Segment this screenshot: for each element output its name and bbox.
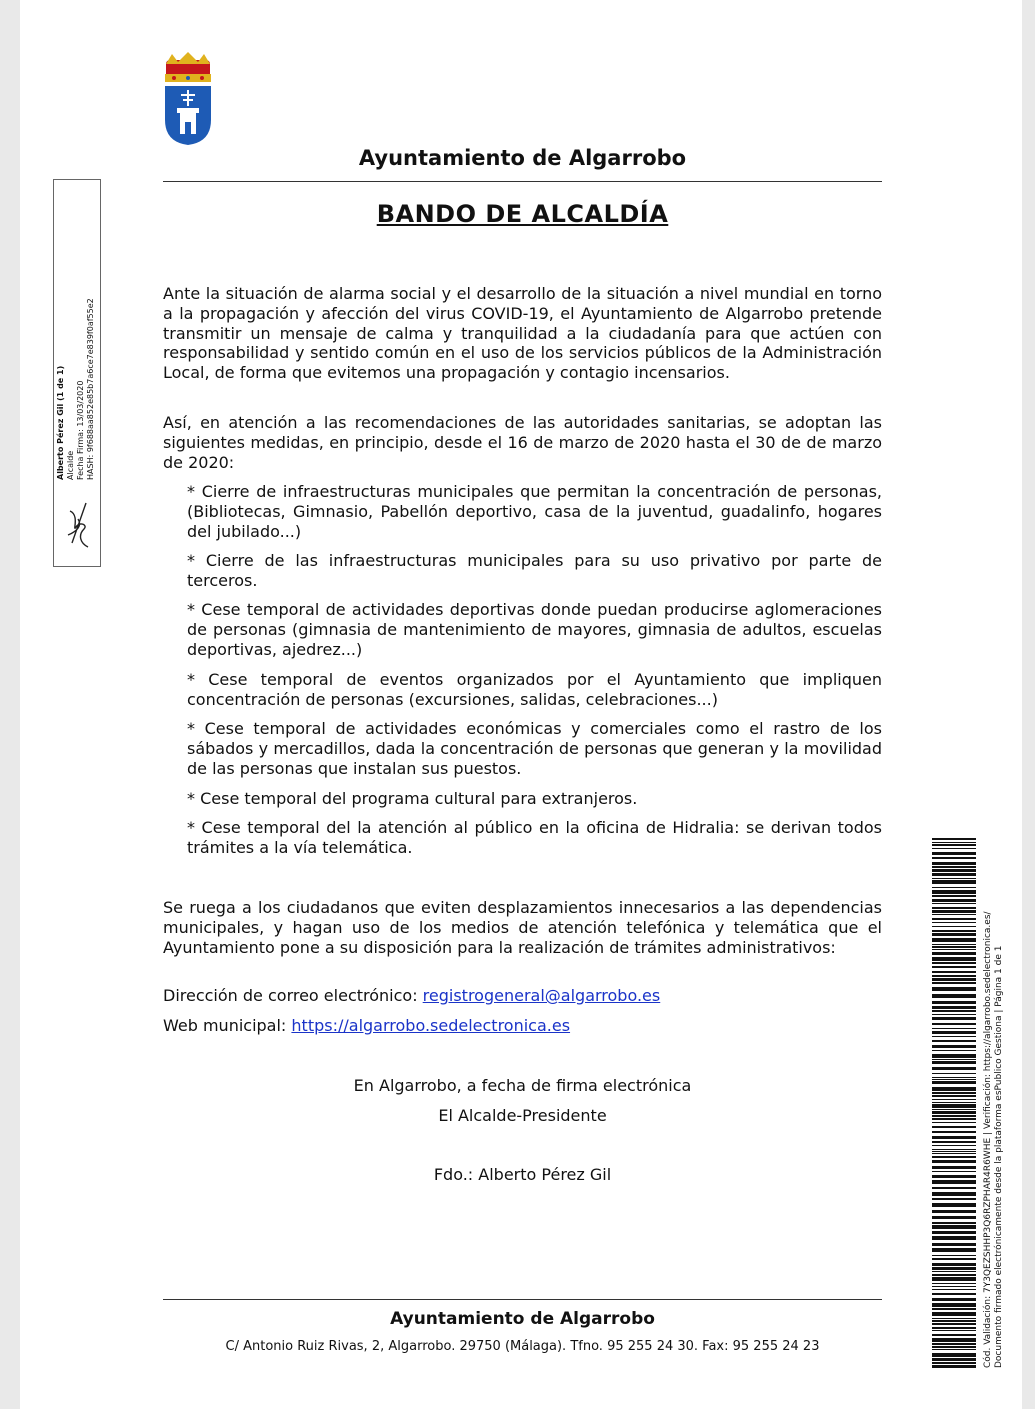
email-link[interactable]: registrogeneral@algarrobo.es <box>422 986 661 1005</box>
footer-org: Ayuntamiento de Algarrobo <box>390 1309 655 1329</box>
closing-signed: Fdo.: Alberto Pérez Gil <box>433 1165 612 1184</box>
email-line <box>163 986 660 1006</box>
validation-text <box>983 888 1005 1368</box>
web-line <box>163 1016 570 1036</box>
signer-name: Alberto Pérez Gil (1 de 1) <box>56 365 65 480</box>
measure-item: * Cese temporal de actividades deportivas donde puedan producirse aglomeraciones de personas (gimnasia de mantenimiento de mayores, gimnasia de adultos, escuelas deportivas, ajedrez...) <box>187 600 882 659</box>
measure-item: * Cese temporal de actividades económicas y comerciales como el rastro de los sábados y mercadillos, dada la concentración de personas que generan y la movilidad de las personas que instalan sus puestos. <box>187 719 882 778</box>
validation-platform: Documento firmado electrónicamente desde la plataforma esPublico Gestiona | Página 1 de 1 <box>994 945 1004 1368</box>
footer-address: C/ Antonio Ruiz Rivas, 2, Algarrobo. 29750 (Málaga). Tfno. 95 255 24 30. Fax: 95 255 24 23 <box>225 1339 820 1354</box>
validation-barcode <box>932 838 976 1368</box>
signature-date: Fecha Firma: 13/03/2020 <box>76 380 85 480</box>
closing-place-date: En Algarrobo, a fecha de firma electrónica <box>353 1076 692 1095</box>
measure-item: * Cese temporal del programa cultural para extranjeros. <box>187 789 638 808</box>
header-divider <box>163 181 882 182</box>
request-paragraph: Se ruega a los ciudadanos que eviten desplazamientos innecesarios a las dependencias municipales, y hagan uso de los medios de atención telefónica y telemática que el Ayuntamiento pone a su disposición para la realización de trámites administrativos: <box>163 898 882 957</box>
footer-divider <box>163 1299 882 1300</box>
measure-item: * Cese temporal de eventos organizados por el Ayuntamiento que impliquen concentración de personas (excursiones, salidas, celebraciones...) <box>187 670 882 709</box>
web-label: Web municipal: <box>163 1016 292 1035</box>
validation-code: Cód. Validación: 7Y3QEZSHHP3Q6RZPHAR4R6WHE | Verificación: https://algarrobo.sedelectronica.es/ <box>983 911 993 1368</box>
org-header: Ayuntamiento de Algarrobo <box>358 146 687 170</box>
signature-hash: HASH: 9f688aa852e85b7a6ce7e839f0af55e2 <box>86 298 95 480</box>
document-title: BANDO DE ALCALDÍA <box>376 200 669 228</box>
measure-item: * Cierre de las infraestructuras municipales para su uso privativo por parte de terceros. <box>187 551 882 590</box>
municipal-crest-logo <box>162 50 214 146</box>
web-link[interactable]: https://algarrobo.sedelectronica.es <box>291 1016 571 1035</box>
signer-role: Alcalde <box>66 450 75 480</box>
measures-intro-paragraph: Así, en atención a las recomendaciones de las autoridades sanitarias, se adoptan las siguientes medidas, en principio, desde el 16 de marzo de 2020 hasta el 30 de de marzo de 2020: <box>163 413 882 472</box>
measure-item: * Cese temporal del la atención al público en la oficina de Hidralia: se derivan todos trámites a la vía telemática. <box>187 818 882 857</box>
signature-stamp-text <box>56 180 96 480</box>
handwritten-signature-icon <box>58 485 98 555</box>
closing-role: El Alcalde-Presidente <box>438 1106 607 1125</box>
signature-stamp <box>53 179 101 567</box>
intro-paragraph: Ante la situación de alarma social y el desarrollo de la situación a nivel mundial en torno a la propagación y afección del virus COVID-19, el Ayuntamiento de Algarrobo pretende transmitir un mensaje de calma y tranquilidad a la ciudadanía para que actúen con responsabilidad y sentido común en el uso de los servicios públicos de la Administración Local, de forma que evitemos una propagación y contagio incensarios. <box>163 284 882 383</box>
email-label: Dirección de correo electrónico: <box>163 986 423 1005</box>
measure-item: * Cierre de infraestructuras municipales que permitan la concentración de personas, (Bibliotecas, Gimnasio, Pabellón deportivo, casa de la juventud, guadalinfo, hogares del jubilado...) <box>187 482 882 541</box>
